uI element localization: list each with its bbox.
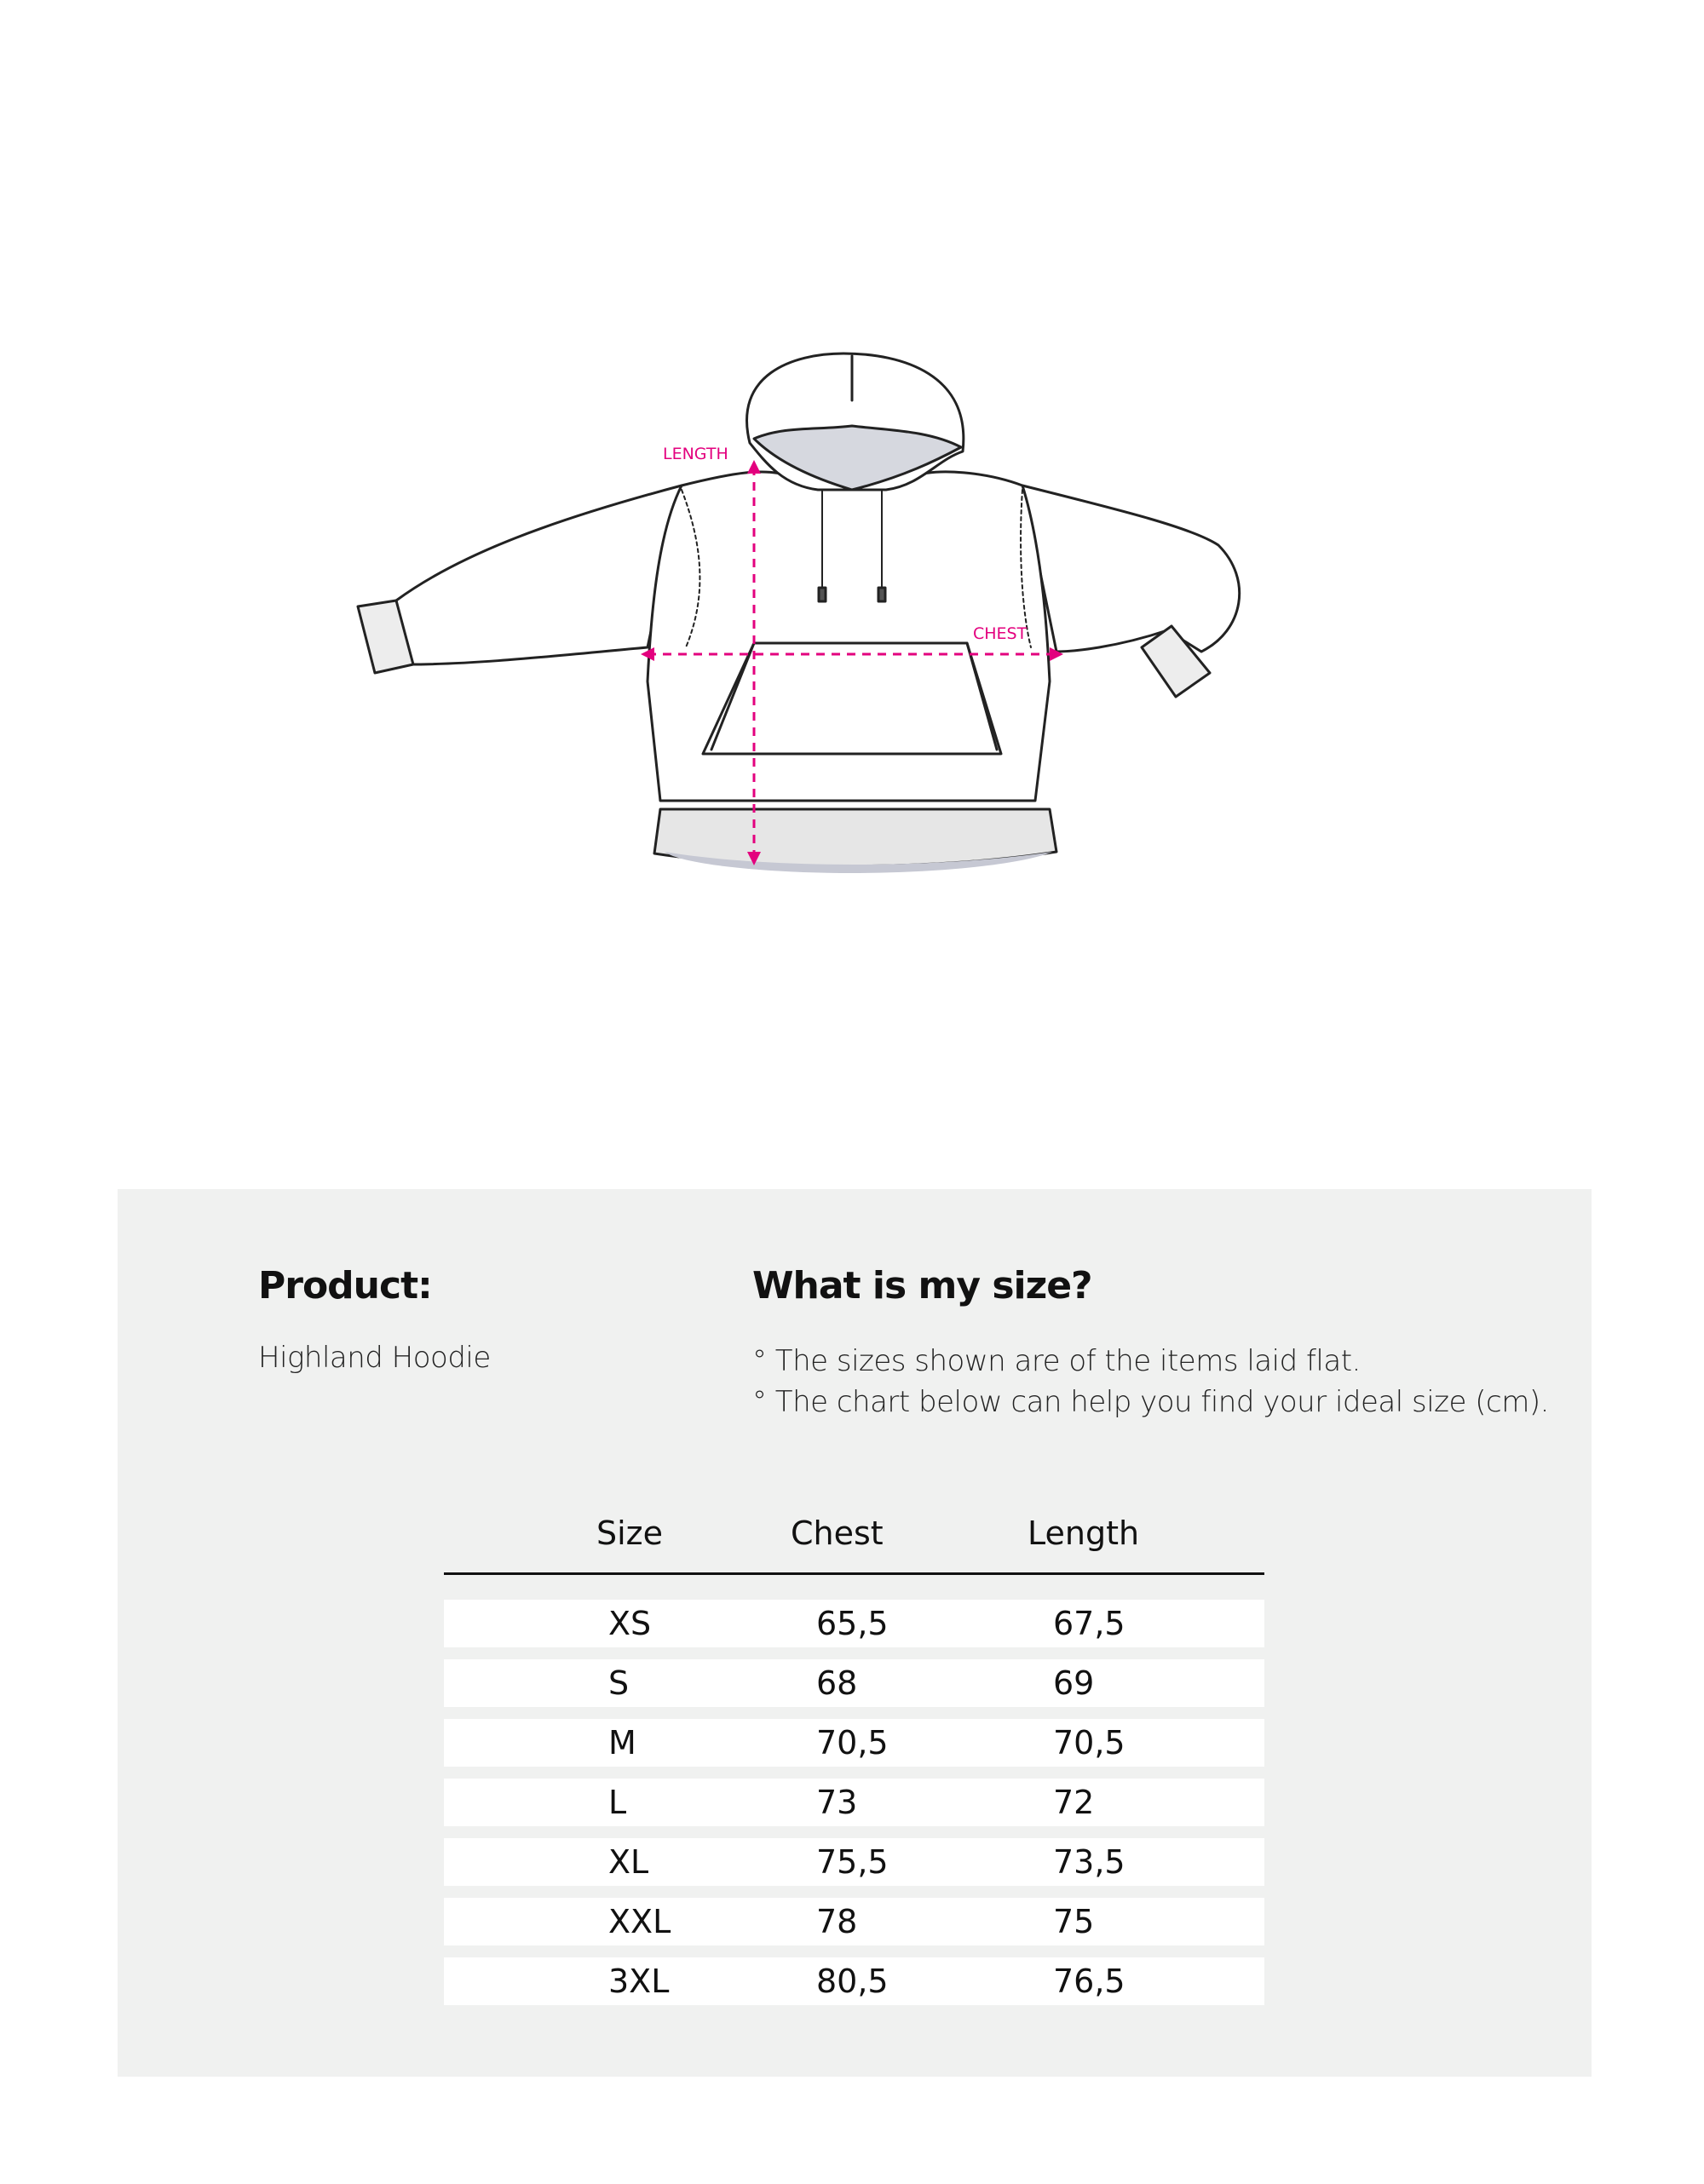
waistband bbox=[654, 809, 1056, 866]
size-note: ° The chart below can help you find your ideal size (cm). bbox=[752, 1385, 1549, 1419]
product-heading: Product: bbox=[258, 1264, 432, 1308]
column-header-chest: Chest bbox=[791, 1514, 884, 1552]
table-row bbox=[444, 1600, 1264, 1647]
length-cell: 67,5 bbox=[1053, 1605, 1125, 1642]
table-header-rule bbox=[444, 1572, 1264, 1575]
product-name: Highland Hoodie bbox=[258, 1341, 491, 1375]
length-label: LENGTH bbox=[663, 445, 728, 463]
chest-cell: 65,5 bbox=[816, 1605, 889, 1642]
chest-cell: 75,5 bbox=[816, 1843, 889, 1881]
size-cell: XL bbox=[608, 1843, 649, 1881]
table-row bbox=[444, 1957, 1264, 2005]
table-row bbox=[444, 1659, 1264, 1707]
size-cell: S bbox=[608, 1664, 630, 1702]
size-info-panel bbox=[118, 1189, 1592, 2077]
size-cell: XXL bbox=[608, 1903, 671, 1940]
left-sleeve bbox=[396, 486, 682, 664]
chest-cell: 78 bbox=[816, 1903, 858, 1940]
length-cell: 73,5 bbox=[1053, 1843, 1125, 1881]
table-row bbox=[444, 1719, 1264, 1767]
size-cell: M bbox=[608, 1724, 636, 1762]
size-note: ° The sizes shown are of the items laid flat. bbox=[752, 1344, 1361, 1378]
column-header-length: Length bbox=[1028, 1514, 1140, 1552]
length-arrow-top bbox=[747, 460, 761, 474]
chest-label: CHEST bbox=[973, 624, 1028, 643]
size-cell: 3XL bbox=[608, 1963, 670, 2000]
table-row bbox=[444, 1838, 1264, 1886]
chest-cell: 80,5 bbox=[816, 1963, 889, 2000]
right-sleeve bbox=[1022, 486, 1240, 652]
length-cell: 76,5 bbox=[1053, 1963, 1125, 2000]
column-header-size: Size bbox=[596, 1514, 664, 1552]
size-notes bbox=[752, 1341, 1549, 1422]
chest-cell: 70,5 bbox=[816, 1724, 889, 1762]
length-cell: 69 bbox=[1053, 1664, 1095, 1702]
length-cell: 75 bbox=[1053, 1903, 1095, 1940]
size-cell: L bbox=[608, 1784, 627, 1821]
table-row bbox=[444, 1898, 1264, 1945]
chest-cell: 73 bbox=[816, 1784, 858, 1821]
table-row bbox=[444, 1779, 1264, 1826]
chest-cell: 68 bbox=[816, 1664, 858, 1702]
length-cell: 72 bbox=[1053, 1784, 1095, 1821]
size-cell: XS bbox=[608, 1605, 652, 1642]
length-cell: 70,5 bbox=[1053, 1724, 1125, 1762]
size-heading: What is my size? bbox=[752, 1264, 1092, 1308]
